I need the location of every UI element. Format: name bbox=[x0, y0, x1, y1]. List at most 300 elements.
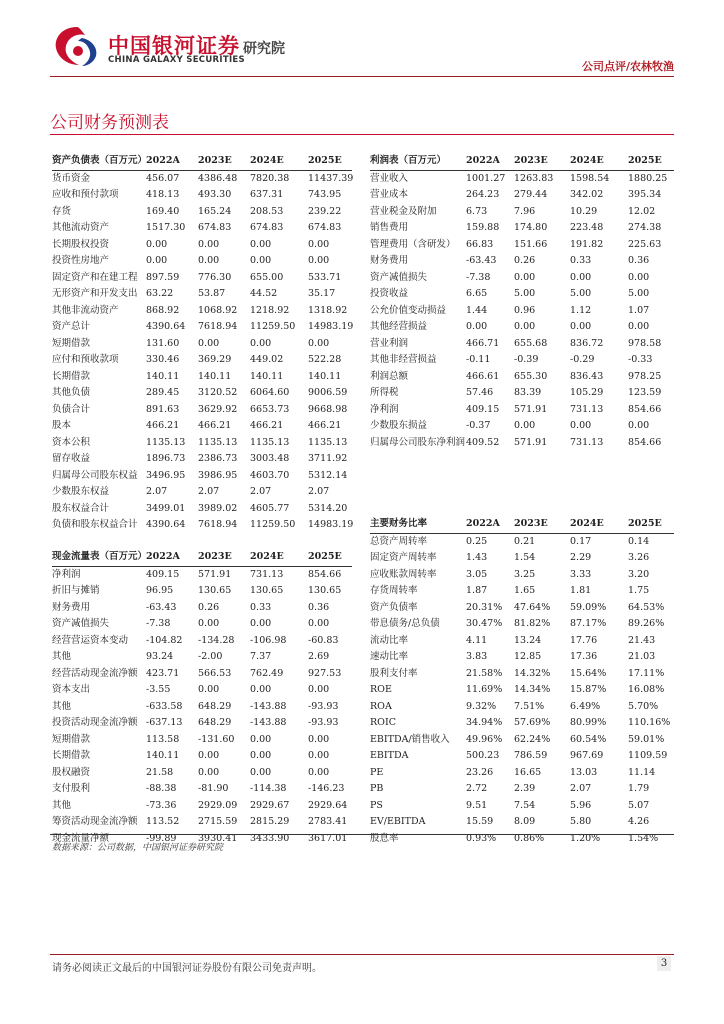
table-cell: 786.59 bbox=[514, 750, 548, 761]
row-label: 股权融资 bbox=[52, 766, 91, 778]
table-cell: 4605.77 bbox=[250, 502, 290, 514]
table-cell: -88.38 bbox=[146, 783, 177, 794]
year-header: 2024E bbox=[570, 518, 604, 529]
table-cell: 854.66 bbox=[628, 436, 662, 448]
table-cell: 5312.14 bbox=[308, 469, 348, 481]
table-title: 主要财务比率 bbox=[370, 518, 428, 529]
table-cell: 466.21 bbox=[146, 420, 180, 431]
row-label: 筹资活动现金流净额 bbox=[52, 816, 138, 827]
income-statement-table bbox=[370, 153, 674, 451]
table-cell: -7.38 bbox=[466, 271, 491, 283]
table-cell: 11259.50 bbox=[250, 321, 296, 332]
table-cell: 223.48 bbox=[570, 222, 604, 233]
table-row bbox=[370, 831, 674, 848]
row-label: 财务费用 bbox=[370, 255, 409, 266]
table-cell: 0.36 bbox=[308, 601, 330, 613]
year-header: 2025E bbox=[628, 518, 662, 529]
year-header: 2022A bbox=[146, 155, 180, 166]
row-label: PE bbox=[370, 766, 384, 778]
table-cell: 1.75 bbox=[628, 585, 650, 596]
table-cell: 369.29 bbox=[198, 354, 232, 365]
table-cell: 1.87 bbox=[466, 585, 488, 596]
table-cell: 2.07 bbox=[250, 486, 272, 497]
report-category: 公司点评/农林牧渔 bbox=[581, 60, 674, 73]
table-cell: 0.00 bbox=[250, 618, 272, 629]
table-cell: 2.07 bbox=[146, 486, 168, 497]
table-cell: 637.31 bbox=[250, 189, 284, 200]
table-cell: 8.09 bbox=[514, 816, 536, 827]
table-row bbox=[52, 319, 352, 336]
row-label: 少数股东损益 bbox=[370, 420, 428, 431]
table-cell: 0.86% bbox=[514, 832, 545, 844]
table-cell: 3986.95 bbox=[198, 469, 238, 481]
table-cell: 140.11 bbox=[198, 370, 232, 382]
row-label: 总资产周转率 bbox=[370, 535, 428, 547]
table-row bbox=[370, 220, 674, 237]
table-cell: -134.28 bbox=[198, 634, 235, 646]
table-cell: 1517.30 bbox=[146, 222, 186, 233]
year-header: 2023E bbox=[198, 551, 232, 562]
table-cell: 10.29 bbox=[570, 205, 598, 217]
table-cell: 456.07 bbox=[146, 172, 180, 184]
table-cell: 1135.13 bbox=[250, 436, 290, 448]
table-row bbox=[52, 237, 352, 254]
table-cell: 14983.19 bbox=[308, 519, 354, 530]
table-row bbox=[52, 303, 352, 320]
table-cell: 3433.90 bbox=[250, 832, 290, 844]
table-cell: -0.33 bbox=[628, 354, 653, 365]
table-cell: 891.63 bbox=[146, 403, 180, 415]
year-header: 2023E bbox=[514, 518, 548, 529]
table-cell: 131.60 bbox=[146, 337, 180, 349]
table-row bbox=[52, 220, 352, 237]
table-cell: 3003.48 bbox=[250, 453, 290, 464]
table-cell: 140.11 bbox=[250, 370, 284, 382]
table-cell: 897.59 bbox=[146, 271, 180, 283]
row-label: EV/EBITDA bbox=[370, 816, 426, 827]
table-cell: 1.54% bbox=[628, 832, 659, 844]
table-cell: 239.22 bbox=[308, 205, 342, 217]
table-cell: 110.16% bbox=[628, 717, 671, 728]
row-label: 投资收益 bbox=[370, 288, 409, 299]
table-cell: 49.96% bbox=[466, 733, 503, 745]
table-cell: 21.58% bbox=[466, 667, 503, 679]
table-cell: 47.64% bbox=[514, 601, 551, 613]
source-divider bbox=[50, 834, 674, 835]
income-statement-header-row bbox=[370, 153, 674, 171]
table-cell: 0.00 bbox=[250, 750, 272, 761]
table-cell: -637.13 bbox=[146, 717, 183, 728]
table-cell: 11437.39 bbox=[308, 172, 354, 184]
table-row bbox=[370, 715, 674, 732]
row-label: 应收和预付款项 bbox=[52, 189, 119, 200]
table-cell: 0.00 bbox=[198, 337, 220, 349]
row-label: 财务费用 bbox=[52, 601, 91, 613]
table-cell: 854.66 bbox=[628, 403, 662, 415]
table-cell: 0.00 bbox=[570, 271, 592, 283]
row-label: 负债和股东权益合计 bbox=[52, 519, 138, 530]
table-cell: 418.13 bbox=[146, 189, 180, 200]
table-row bbox=[370, 303, 674, 320]
row-label: 利润总额 bbox=[370, 370, 409, 382]
table-cell: 7.51% bbox=[514, 700, 545, 712]
table-cell: 15.87% bbox=[570, 684, 607, 695]
table-cell: 0.00 bbox=[308, 750, 330, 761]
row-label: 股本 bbox=[52, 420, 72, 431]
brand-name-en: CHINA GALAXY SECURITIES bbox=[108, 55, 245, 65]
table-row bbox=[52, 517, 352, 534]
table-cell: 4390.64 bbox=[146, 519, 186, 530]
table-cell: 3.20 bbox=[628, 568, 650, 580]
table-cell: 0.00 bbox=[198, 766, 220, 778]
table-cell: 731.13 bbox=[250, 568, 284, 580]
institute-name: 研究院 bbox=[243, 41, 285, 57]
table-row bbox=[370, 171, 674, 188]
table-cell: 3.83 bbox=[466, 651, 488, 662]
table-cell: 1.43 bbox=[466, 552, 488, 563]
table-cell: 1001.27 bbox=[466, 172, 506, 184]
table-row bbox=[52, 600, 352, 617]
table-cell: 836.72 bbox=[570, 337, 604, 349]
table-cell: 2.72 bbox=[466, 783, 488, 794]
table-row bbox=[370, 352, 674, 369]
row-label: 归属母公司股东权益 bbox=[52, 469, 138, 481]
table-row bbox=[52, 187, 352, 204]
table-cell: 1.07 bbox=[628, 304, 650, 316]
table-cell: 2929.64 bbox=[308, 799, 348, 811]
table-row bbox=[52, 286, 352, 303]
table-cell: 3617.01 bbox=[308, 832, 348, 844]
table-cell: 11.69% bbox=[466, 684, 503, 695]
table-row bbox=[370, 699, 674, 716]
table-cell: 0.00 bbox=[250, 337, 272, 349]
table-cell: -60.83 bbox=[308, 634, 339, 646]
table-cell: 12.02 bbox=[628, 205, 656, 217]
table-cell: 57.46 bbox=[466, 387, 494, 398]
table-cell: -3.55 bbox=[146, 684, 171, 695]
table-row bbox=[370, 600, 674, 617]
table-cell: 2.29 bbox=[570, 552, 592, 563]
table-cell: 2386.73 bbox=[198, 453, 238, 464]
table-cell: 655.68 bbox=[514, 337, 548, 349]
table-cell: 0.00 bbox=[198, 255, 220, 266]
table-cell: 0.00 bbox=[308, 255, 330, 266]
table-cell: 0.26 bbox=[198, 601, 220, 613]
table-cell: 449.02 bbox=[250, 354, 284, 365]
table-cell: 140.11 bbox=[146, 750, 180, 761]
row-label: 其他流动资产 bbox=[52, 222, 110, 233]
table-cell: 655.00 bbox=[250, 271, 284, 283]
table-cell: 674.83 bbox=[250, 222, 284, 233]
table-cell: 16.65 bbox=[514, 766, 542, 778]
table-cell: 0.00 bbox=[628, 420, 650, 431]
table-cell: 3.25 bbox=[514, 568, 536, 580]
table-cell: 5.00 bbox=[514, 288, 536, 299]
table-cell: -2.00 bbox=[198, 651, 223, 662]
table-cell: 17.36 bbox=[570, 651, 598, 662]
table-cell: 113.52 bbox=[146, 816, 180, 827]
table-row bbox=[52, 468, 352, 485]
table-cell: 208.53 bbox=[250, 205, 284, 217]
table-row bbox=[370, 187, 674, 204]
table-row bbox=[370, 550, 674, 567]
table-cell: 1.44 bbox=[466, 304, 488, 316]
table-row bbox=[370, 204, 674, 221]
table-cell: 3496.95 bbox=[146, 469, 186, 481]
table-cell: 130.65 bbox=[198, 585, 232, 596]
table-cell: 12.85 bbox=[514, 651, 542, 662]
table-row bbox=[52, 814, 352, 831]
table-cell: 466.21 bbox=[308, 420, 342, 431]
row-label: 现金流量净额 bbox=[52, 832, 110, 844]
row-label: 归属母公司股东净利润 bbox=[370, 436, 466, 448]
table-cell: 0.00 bbox=[146, 238, 168, 250]
table-cell: 409.52 bbox=[466, 436, 500, 448]
table-cell: 0.00 bbox=[250, 684, 272, 695]
table-row bbox=[52, 451, 352, 468]
table-cell: 3989.02 bbox=[198, 502, 238, 514]
year-header: 2025E bbox=[308, 155, 342, 166]
row-label: 无形资产和开发支出 bbox=[52, 288, 138, 299]
table-cell: 5.00 bbox=[628, 288, 650, 299]
table-cell: 836.43 bbox=[570, 370, 604, 382]
row-label: EBITDA/销售收入 bbox=[370, 733, 450, 745]
table-cell: 854.66 bbox=[308, 568, 342, 580]
row-label: PB bbox=[370, 783, 384, 794]
table-cell: 1896.73 bbox=[146, 453, 186, 464]
table-row bbox=[52, 682, 352, 699]
table-cell: 9.32% bbox=[466, 700, 497, 712]
table-cell: 1.79 bbox=[628, 783, 650, 794]
row-label: PS bbox=[370, 799, 383, 811]
table-cell: 66.83 bbox=[466, 238, 494, 250]
table-cell: 0.17 bbox=[570, 535, 592, 547]
year-header: 2025E bbox=[308, 551, 342, 562]
table-cell: 96.95 bbox=[146, 585, 174, 596]
table-row bbox=[52, 352, 352, 369]
table-cell: 14.32% bbox=[514, 667, 551, 679]
table-cell: 674.83 bbox=[198, 222, 232, 233]
table-row bbox=[52, 204, 352, 221]
table-row bbox=[370, 435, 674, 452]
table-row bbox=[370, 402, 674, 419]
row-label: 经营营运资本变动 bbox=[52, 634, 129, 646]
row-label: 应付和预收款项 bbox=[52, 354, 119, 365]
table-cell: 14.34% bbox=[514, 684, 551, 695]
table-cell: 1880.25 bbox=[628, 172, 668, 184]
table-cell: 57.69% bbox=[514, 717, 551, 728]
table-row bbox=[52, 484, 352, 501]
table-cell: 2.07 bbox=[198, 486, 220, 497]
table-cell: 7618.94 bbox=[198, 519, 238, 530]
table-cell: 0.00 bbox=[308, 337, 330, 349]
row-label: 其他经营损益 bbox=[370, 321, 428, 332]
table-cell: 2.39 bbox=[514, 783, 536, 794]
table-cell: 62.24% bbox=[514, 733, 551, 745]
table-cell: 6.73 bbox=[466, 205, 488, 217]
table-cell: 5.70% bbox=[628, 700, 659, 712]
footer-divider bbox=[50, 954, 674, 955]
table-cell: -633.58 bbox=[146, 700, 183, 712]
year-header: 2024E bbox=[250, 155, 284, 166]
financial-ratios-table bbox=[370, 516, 674, 847]
table-cell: 6064.60 bbox=[250, 387, 290, 398]
table-cell: 59.01% bbox=[628, 733, 665, 745]
row-label: 其他 bbox=[52, 799, 72, 811]
table-cell: 571.91 bbox=[514, 403, 548, 415]
table-cell: 17.76 bbox=[570, 634, 598, 646]
table-cell: 89.26% bbox=[628, 618, 665, 629]
disclaimer-text: 请务必阅读正文最后的中国银河证券股份有限公司免责声明。 bbox=[52, 963, 322, 974]
table-row bbox=[370, 534, 674, 551]
table-cell: -114.38 bbox=[250, 783, 287, 794]
table-cell: 1218.92 bbox=[250, 304, 290, 316]
table-cell: 7.54 bbox=[514, 799, 536, 811]
table-row bbox=[370, 682, 674, 699]
table-cell: 1263.83 bbox=[514, 172, 554, 184]
table-cell: 21.43 bbox=[628, 634, 656, 646]
table-row bbox=[52, 583, 352, 600]
table-cell: 0.00 bbox=[628, 271, 650, 283]
row-label: 长期借款 bbox=[52, 370, 91, 382]
row-label: 其他非流动资产 bbox=[52, 304, 119, 316]
table-cell: 35.17 bbox=[308, 288, 336, 299]
table-cell: 13.03 bbox=[570, 766, 598, 778]
table-cell: -131.60 bbox=[198, 733, 235, 745]
table-cell: 1.65 bbox=[514, 585, 536, 596]
table-cell: 967.69 bbox=[570, 750, 604, 761]
table-cell: 776.30 bbox=[198, 271, 232, 283]
table-row bbox=[370, 633, 674, 650]
table-cell: 2783.41 bbox=[308, 816, 348, 827]
table-cell: 566.53 bbox=[198, 667, 232, 679]
row-label: 股利支付率 bbox=[370, 667, 418, 679]
table-row bbox=[370, 666, 674, 683]
table-cell: 3930.41 bbox=[198, 832, 238, 844]
table-cell: 7.37 bbox=[250, 651, 272, 662]
table-cell: 5.80 bbox=[570, 816, 592, 827]
table-cell: 0.00 bbox=[466, 321, 488, 332]
row-label: 长期股权投资 bbox=[52, 238, 110, 250]
row-label: 其他负债 bbox=[52, 387, 91, 398]
table-cell: 1135.13 bbox=[198, 436, 238, 448]
table-row bbox=[52, 732, 352, 749]
table-row bbox=[52, 501, 352, 518]
table-cell: 14983.19 bbox=[308, 321, 354, 332]
row-label: 货币资金 bbox=[52, 172, 91, 184]
table-cell: 0.00 bbox=[514, 420, 536, 431]
table-row bbox=[52, 385, 352, 402]
table-cell: 466.21 bbox=[250, 420, 284, 431]
table-cell: 279.44 bbox=[514, 189, 548, 200]
table-cell: 762.49 bbox=[250, 667, 284, 679]
row-label: 股东权益合计 bbox=[52, 502, 110, 514]
table-cell: -0.29 bbox=[570, 354, 595, 365]
table-cell: 0.36 bbox=[628, 255, 650, 266]
table-cell: -7.38 bbox=[146, 618, 171, 629]
table-cell: 423.71 bbox=[146, 667, 180, 679]
row-label: 短期借款 bbox=[52, 337, 91, 349]
table-cell: 0.33 bbox=[250, 601, 272, 613]
table-cell: -0.11 bbox=[466, 354, 491, 365]
table-cell: 0.00 bbox=[250, 238, 272, 250]
table-cell: 0.00 bbox=[570, 321, 592, 332]
table-cell: 533.71 bbox=[308, 271, 342, 283]
table-row bbox=[370, 336, 674, 353]
table-cell: 0.00 bbox=[628, 321, 650, 332]
page-header bbox=[0, 0, 724, 80]
row-label: 其他 bbox=[52, 700, 72, 712]
row-label: 所得税 bbox=[370, 387, 399, 398]
table-cell: 11259.50 bbox=[250, 519, 296, 530]
table-title: 资产负债表（百万元） bbox=[52, 155, 148, 166]
row-label: 投资性房地产 bbox=[52, 255, 110, 266]
table-row bbox=[52, 402, 352, 419]
table-cell: 648.29 bbox=[198, 700, 232, 712]
table-row bbox=[52, 616, 352, 633]
table-cell: 674.83 bbox=[308, 222, 342, 233]
table-row bbox=[370, 369, 674, 386]
table-cell: 9.51 bbox=[466, 799, 488, 811]
table-cell: 5.96 bbox=[570, 799, 592, 811]
table-cell: 13.24 bbox=[514, 634, 542, 646]
table-cell: 655.30 bbox=[514, 370, 548, 382]
row-label: 资本公积 bbox=[52, 436, 91, 448]
row-label: 应收账款周转率 bbox=[370, 568, 437, 580]
table-cell: -146.23 bbox=[308, 783, 345, 794]
table-cell: 2.07 bbox=[308, 486, 330, 497]
table-cell: 571.91 bbox=[514, 436, 548, 448]
table-row bbox=[52, 253, 352, 270]
table-cell: 159.88 bbox=[466, 222, 500, 233]
table-cell: 140.11 bbox=[308, 370, 342, 382]
table-cell: 1068.92 bbox=[198, 304, 238, 316]
table-cell: -93.93 bbox=[308, 700, 339, 712]
table-row bbox=[52, 270, 352, 287]
table-cell: -143.88 bbox=[250, 717, 287, 728]
table-cell: 9006.59 bbox=[308, 387, 348, 398]
year-header: 2022A bbox=[146, 551, 180, 562]
table-row bbox=[52, 715, 352, 732]
table-cell: 130.65 bbox=[308, 585, 342, 596]
table-row bbox=[52, 369, 352, 386]
year-header: 2024E bbox=[570, 155, 604, 166]
table-cell: 4.26 bbox=[628, 816, 650, 827]
table-cell: 731.13 bbox=[570, 436, 604, 448]
table-row bbox=[370, 814, 674, 831]
table-cell: 1.54 bbox=[514, 552, 536, 563]
row-label: 长期借款 bbox=[52, 750, 91, 761]
row-label: 营业税金及附加 bbox=[370, 205, 437, 217]
table-cell: 11.14 bbox=[628, 766, 656, 778]
table-cell: 7820.38 bbox=[250, 172, 290, 184]
table-cell: 15.59 bbox=[466, 816, 494, 827]
table-cell: 0.00 bbox=[250, 766, 272, 778]
table-cell: 0.25 bbox=[466, 535, 488, 547]
table-cell: 174.80 bbox=[514, 222, 548, 233]
table-cell: 34.94% bbox=[466, 717, 503, 728]
table-cell: 9668.98 bbox=[308, 403, 348, 415]
table-row bbox=[370, 765, 674, 782]
table-row bbox=[370, 237, 674, 254]
row-label: 营业收入 bbox=[370, 172, 409, 184]
table-cell: -63.43 bbox=[466, 255, 497, 266]
year-header: 2022A bbox=[466, 518, 500, 529]
table-cell: 105.29 bbox=[570, 387, 604, 398]
row-label: 资产总计 bbox=[52, 321, 91, 332]
table-cell: 0.00 bbox=[308, 733, 330, 745]
row-label: 速动比率 bbox=[370, 651, 409, 662]
